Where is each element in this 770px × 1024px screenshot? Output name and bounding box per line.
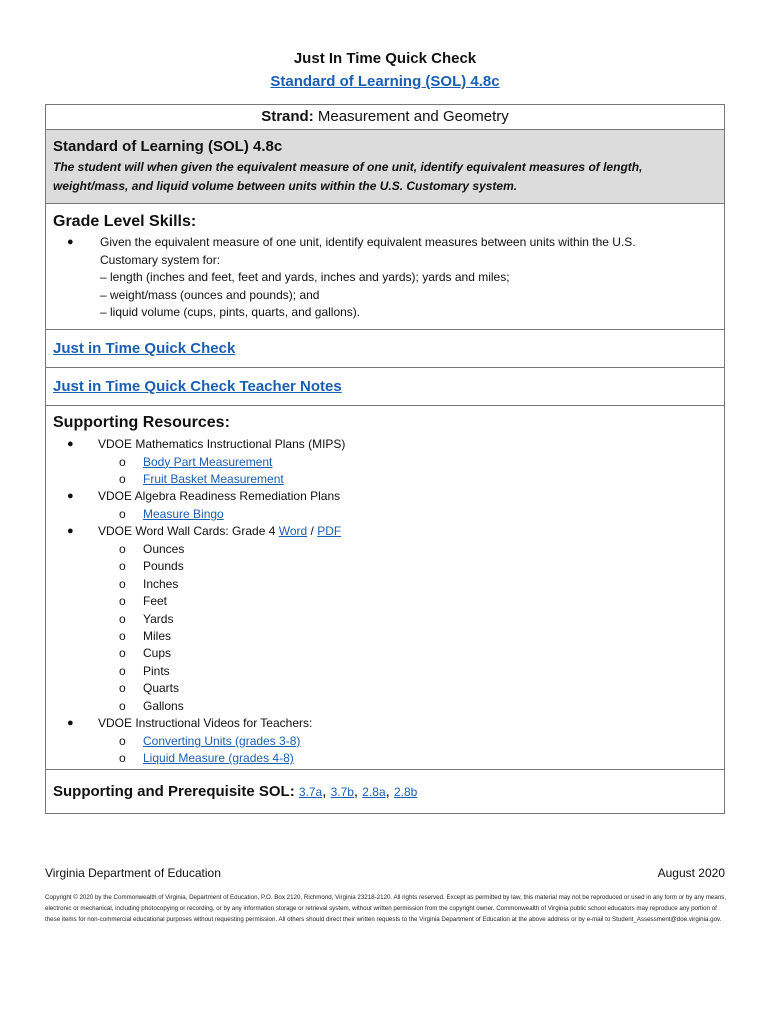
converting-units-link[interactable]: Converting Units (grades 3-8) (143, 733, 301, 748)
quick-check-row (46, 329, 724, 367)
resource-videos-label: VDOE Instructional Videos for Teachers: (98, 716, 313, 731)
quick-check-link[interactable]: Just in Time Quick Check (53, 340, 236, 357)
prereq-link-3-7a[interactable]: 3.7a (298, 785, 323, 799)
list-item: o Ounces (53, 541, 717, 558)
word-wall-sublist (53, 541, 717, 715)
resource-word-wall (53, 523, 717, 541)
sol-title-link[interactable]: Standard of Learning (SOL) 4.8c (270, 73, 500, 90)
resources-row (46, 405, 724, 769)
list-item (53, 471, 717, 488)
list-item: o Pints (53, 663, 717, 680)
skills-bullet (53, 234, 717, 322)
word-wall-label: VDOE Word Wall Cards: Grade 4 (98, 524, 279, 539)
pdf-link[interactable]: PDF (317, 524, 342, 539)
separator: / (307, 524, 318, 539)
list-item: o Gallons (53, 698, 717, 715)
resource-mips (53, 436, 717, 454)
title-block (0, 48, 770, 94)
prereq-link-2-8a[interactable]: 2.8a (362, 785, 386, 799)
list-item (53, 750, 717, 767)
sol-heading: Standard of Learning (SOL) 4.8c (53, 138, 283, 155)
videos-sublist (53, 733, 717, 768)
prereq-label: Supporting and Prerequisite SOL: (53, 783, 295, 800)
info-table (45, 104, 725, 814)
copyright-notice: Copyright © 2020 by the Commonwealth of Virginia, Department of Education, P.O. Box 2120, Richmond, Virginia 23218-2120. All rights reserved. Except as permitted by law, this material may not be reproduced or used in any form or by any means, electronic or mechanical, including photocopying or recording, or by any information storage or retrieval system, without written permission from the copyright owner. Commonwealth of Virginia public school educators may reproduce any portion of these items for non-commercial educational purposes without requesting permission. All others should direct their written requests to the Virginia Department of Education at the above address or by e-mail to Student_Assessment@doe.virginia.gov. (45, 894, 727, 923)
list-item: o Feet (53, 593, 717, 610)
list-item: o Quarts (53, 680, 717, 697)
skills-heading: Grade Level Skills: (53, 213, 197, 230)
resource-arrp (53, 488, 717, 506)
list-item: o Cups (53, 645, 717, 662)
resource-videos (53, 715, 717, 733)
list-item: o Miles (53, 628, 717, 645)
footer-date: August 2020 (657, 866, 725, 880)
prereq-link-2-8b[interactable]: 2.8b (393, 785, 418, 799)
body-part-measurement-link[interactable]: Body Part Measurement (143, 454, 273, 469)
resource-arrp-label: VDOE Algebra Readiness Remediation Plans (98, 489, 341, 504)
arrp-sublist (53, 506, 717, 523)
strand-label: Strand: (261, 108, 314, 125)
prereq-link-3-7b[interactable]: 3.7b (330, 785, 354, 799)
resources-list-2 (53, 488, 717, 506)
skill-line-1: ● Given the equivalent measure of one unit, identify equivalent measures between units within the U.S. (100, 235, 636, 249)
skill-line-2: Customary system for: (100, 252, 221, 267)
teacher-notes-row (46, 367, 724, 405)
comma: , (353, 783, 363, 800)
resource-mips-label: VDOE Mathematics Instructional Plans (MIPS) (98, 437, 346, 451)
liquid-measure-link[interactable]: Liquid Measure (grades 4-8) (143, 751, 294, 766)
resources-list-4 (53, 715, 717, 733)
prereq-row (46, 769, 724, 813)
footer-org: Virginia Department of Education (45, 866, 221, 880)
skill-sub-length: – length (inches and feet, feet and yards, inches and yards); yards and miles; (100, 270, 510, 285)
skills-list (53, 234, 717, 322)
teacher-notes-link[interactable]: Just in Time Quick Check Teacher Notes (53, 378, 342, 395)
sol-description: The student will when given the equivalent measure of one unit, identify equivalent measures of length, weight/mass, and liquid volume between units within the U.S. Customary system. (53, 160, 643, 193)
sol-row (46, 129, 724, 203)
resources-list (53, 436, 717, 454)
list-item (53, 454, 717, 471)
list-item: o Inches (53, 576, 717, 593)
mips-sublist (53, 454, 717, 489)
list-item: o Pounds (53, 558, 717, 575)
skills-row (46, 203, 724, 329)
fruit-basket-measurement-link[interactable]: Fruit Basket Measurement (143, 472, 284, 486)
measure-bingo-link[interactable]: Measure Bingo (143, 507, 224, 521)
comma: , (322, 783, 331, 800)
word-link[interactable]: Word (278, 524, 308, 539)
skill-sub-weight: – weight/mass (ounces and pounds); and (100, 287, 320, 302)
resources-heading: Supporting Resources: (53, 414, 230, 431)
strand-value: Measurement and Geometry (313, 108, 509, 125)
document-title: Just In Time Quick Check (293, 50, 477, 67)
strand-row (46, 105, 724, 129)
skill-sub-volume: – liquid volume (cups, pints, quarts, and gallons). (100, 305, 361, 320)
resources-list-3 (53, 523, 717, 541)
list-item (53, 506, 717, 523)
list-item: o Yards (53, 611, 717, 628)
comma: , (385, 783, 394, 800)
list-item (53, 733, 717, 750)
